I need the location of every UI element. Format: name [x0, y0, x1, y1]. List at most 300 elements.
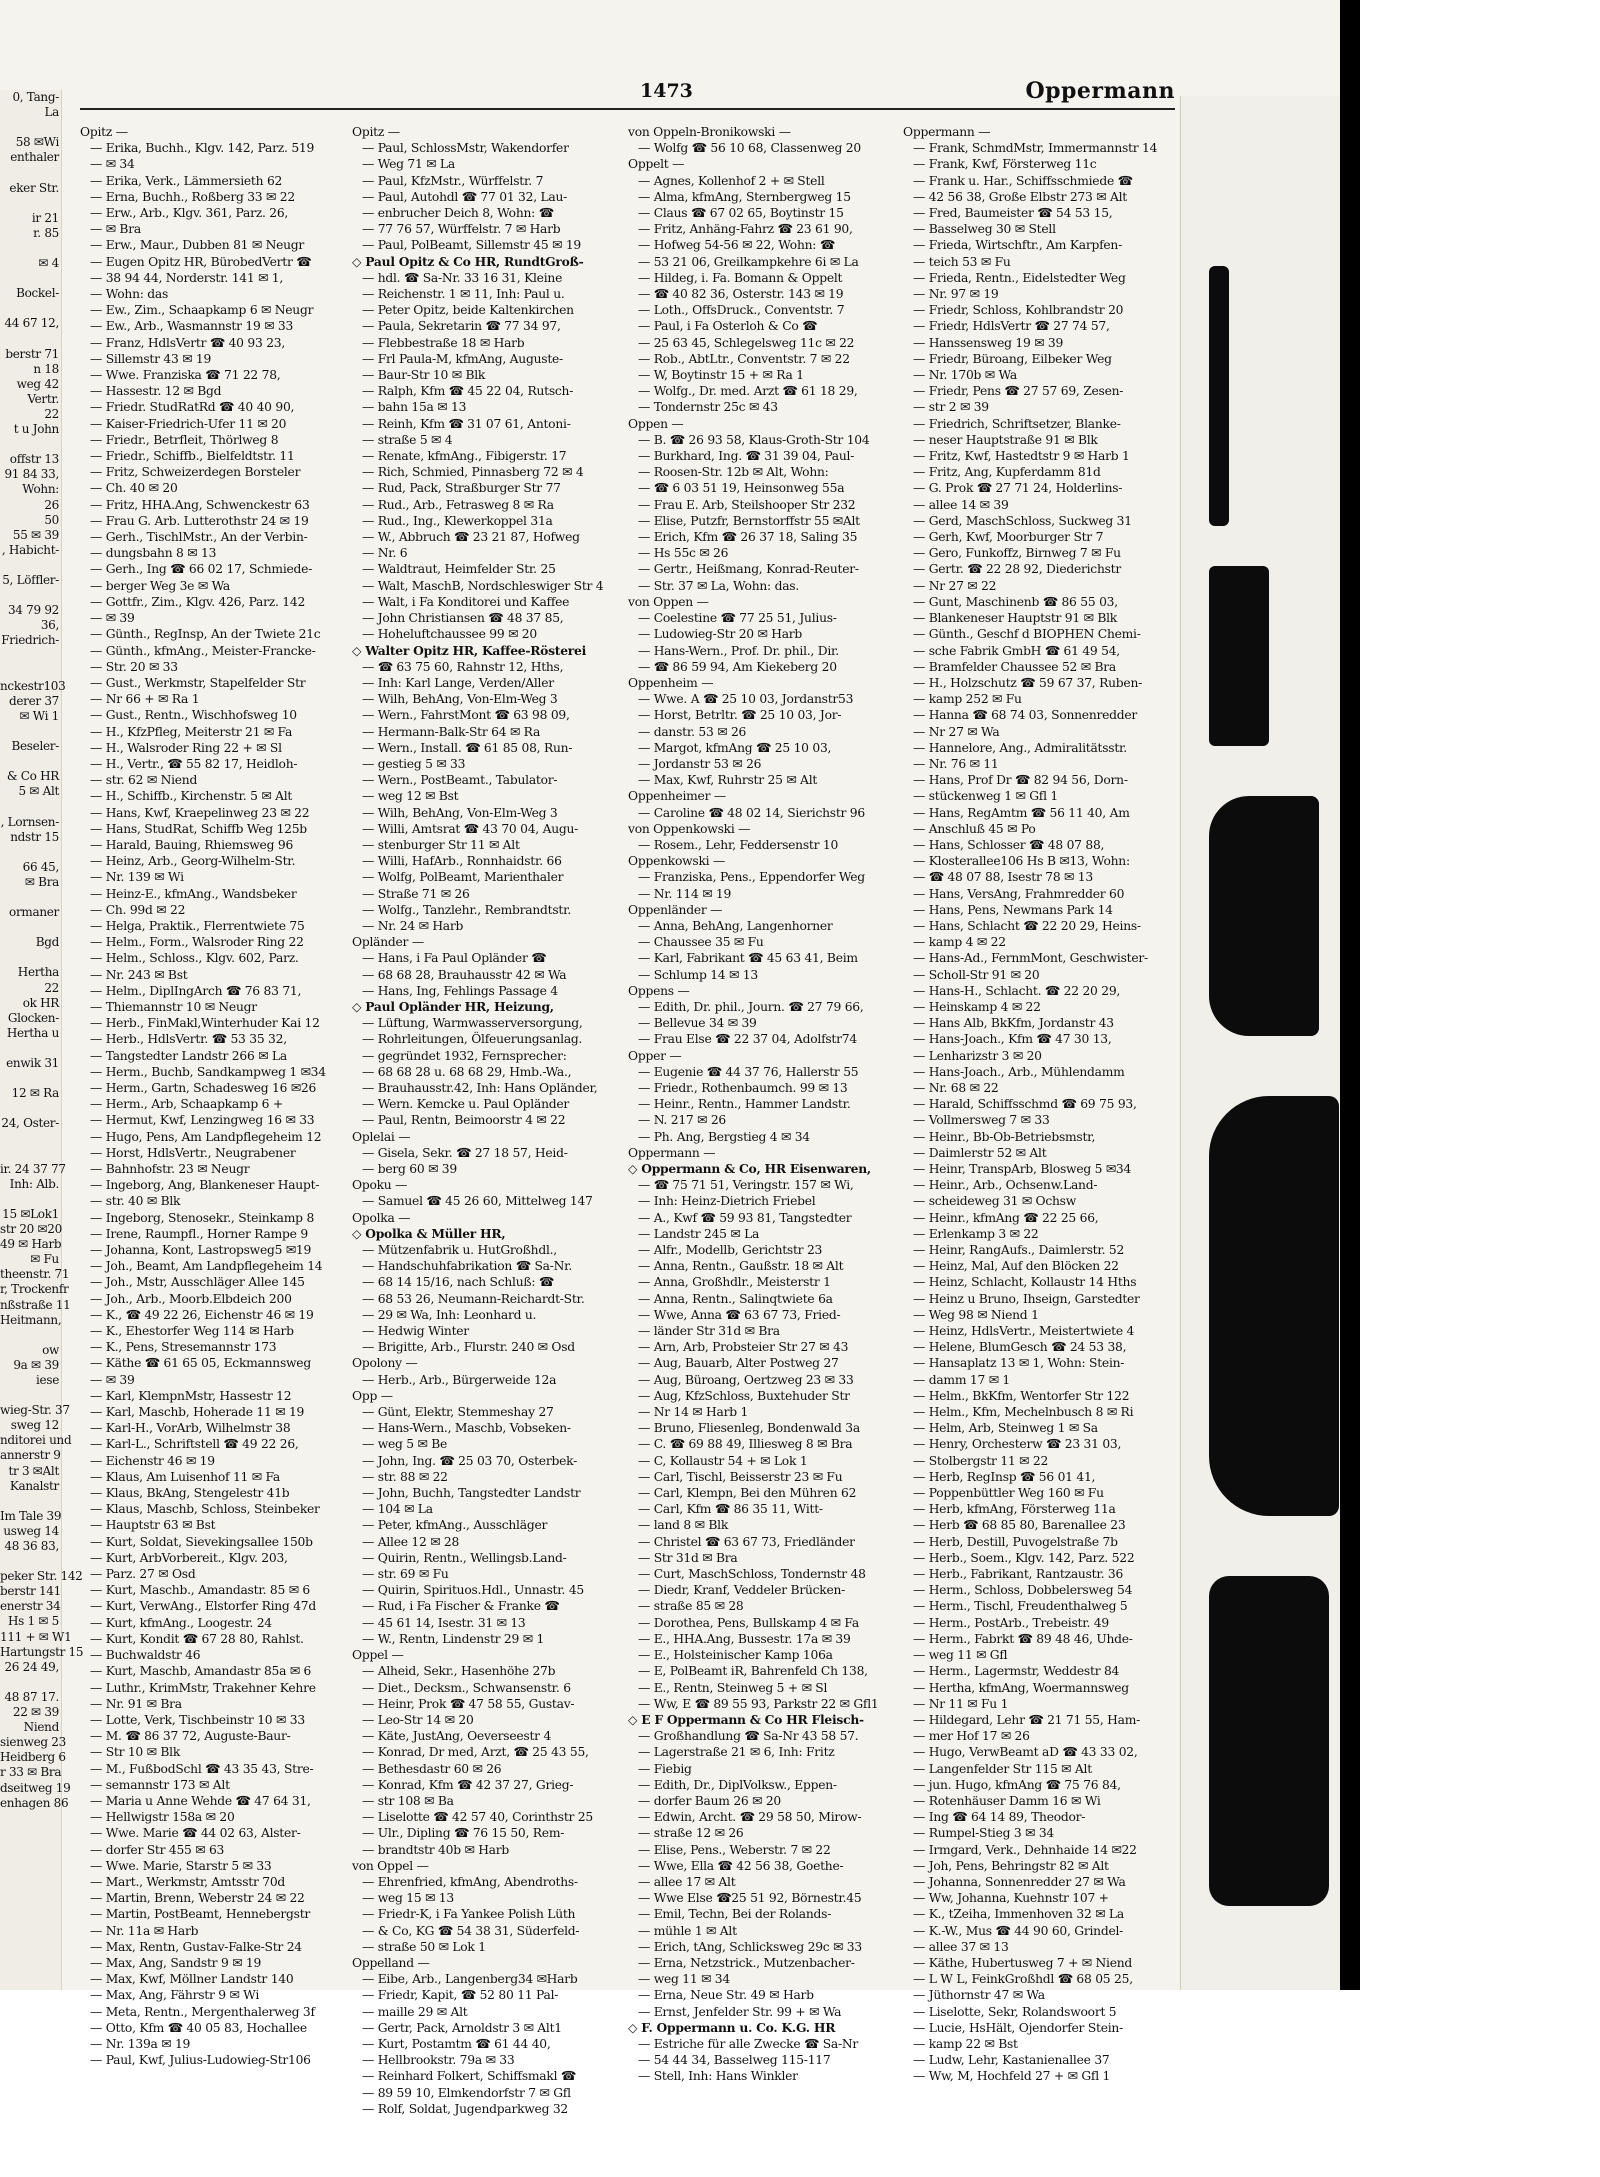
directory-entry: — Wolfg ☎ 56 10 68, Classenweg 20: [638, 141, 861, 156]
directory-entry: — weg 12 ✉ Bst: [362, 789, 459, 804]
directory-entry: — Tangstedter Landstr 266 ✉ La: [90, 1048, 287, 1063]
directory-entry: — Herb., Arb., Bürgerweide 12a: [362, 1372, 557, 1387]
directory-entry: — Fritz, HHA.Ang, Schwenckestr 63: [90, 497, 310, 512]
directory-entry: — Friedr., Betrfleit, Thörlweg 8: [90, 432, 279, 447]
directory-entry: — Nr. 139a ✉ 19: [90, 2036, 191, 2051]
directory-entry: — Helm., Kfm, Mechelnbusch 8 ✉ Ri: [913, 1405, 1134, 1420]
directory-entry: — Rud., Arb., Fetrasweg 8 ✉ Ra: [362, 497, 554, 512]
directory-entry: — Herm., Fabrkt ☎ 89 48 46, Uhde-: [913, 1631, 1133, 1646]
directory-entry: — Ch. 40 ✉ 20: [90, 481, 178, 496]
directory-entry: — 104 ✉ La: [362, 1502, 433, 1517]
directory-entry: — Wolfg., Dr. med. Arzt ☎ 61 18 29,: [638, 384, 858, 399]
directory-entry: — Weg 98 ✉ Niend 1: [913, 1307, 1039, 1322]
margin-fragment: Glocken-: [7, 1010, 59, 1025]
directory-entry: — maille 29 ✉ Alt: [362, 2004, 468, 2019]
directory-entry: — Martin, PostBeamt, Hennebergstr: [90, 1907, 311, 1922]
directory-entry: — Ew., Zim., Schaapkamp 6 ✉ Neugr: [90, 303, 314, 318]
directory-entry: — stückenweg 1 ✉ Gfl 1: [913, 789, 1058, 804]
directory-entry: — E., HHA.Ang, Bussestr. 17a ✉ 39: [638, 1631, 851, 1646]
directory-entry: — Carl, Tischl, Beisserstr 23 ✉ Fu: [638, 1469, 843, 1484]
directory-entry: — Loth., OffsDruck., Conventstr. 7: [638, 303, 845, 318]
directory-entry: — Kaiser-Friedrich-Ufer 11 ✉ 20: [90, 416, 287, 431]
directory-entry: — Ww, M, Hochfeld 27 + ✉ Gfl 1: [913, 2069, 1111, 2084]
directory-entry: — C, Kollaustr 54 + ✉ Lok 1: [638, 1453, 808, 1468]
directory-entry: — Hans-Joach., Arb., Mühlendamm: [913, 1064, 1125, 1079]
directory-entry: — Paul, KfzMstr., Würffelstr. 7: [362, 173, 544, 188]
directory-entry: — Ludowieg-Str 20 ✉ Harb: [638, 627, 803, 642]
directory-entry: — Str 31d ✉ Bra: [638, 1550, 738, 1565]
directory-entry: — Gisela, Sekr. ☎ 27 18 57, Heid-: [362, 1145, 568, 1160]
directory-entry: — Kurt, VerwAng., Elstorfer Ring 47d: [90, 1599, 316, 1614]
directory-entry: — Hoheluftchaussee 99 ✉ 20: [362, 627, 537, 642]
directory-entry: — Harald, Schiffsschmd ☎ 69 75 93,: [913, 1097, 1137, 1112]
directory-entry: — Fritz, Schweizerdegen Borsteler: [90, 465, 301, 480]
margin-fragment: 49 ✉ Harb: [0, 1237, 62, 1252]
directory-entry: — Anna, Rentn., Gaußstr. 18 ✉ Alt: [638, 1259, 844, 1274]
margin-fragment: [0, 1147, 61, 1162]
directory-entry: — Roosen-Str. 12b ✉ Alt, Wohn:: [638, 465, 829, 480]
directory-entry: — Hauptstr 63 ✉ Bst: [90, 1518, 216, 1533]
directory-entry: — Hans-H., Schlacht. ☎ 22 20 29,: [913, 983, 1121, 998]
directory-entry: — Hansaplatz 13 ✉ 1, Wohn: Stein-: [913, 1356, 1125, 1371]
directory-entry: — Joh., Beamt, Am Landpflegeheim 14: [90, 1259, 323, 1274]
directory-entry: — Heinr., Bb-Ob-Betriebsmstr,: [913, 1129, 1096, 1144]
directory-entry: — 29 ✉ Wa, Inh: Leonhard u.: [362, 1307, 537, 1322]
directory-entry: — H., Vertr., ☎ 55 82 17, Heidloh-: [90, 756, 298, 771]
margin-fragment: [0, 1071, 61, 1086]
directory-entry: — Heinz, HdlsVertr., Meistertwiete 4: [913, 1324, 1135, 1339]
margin-fragment: iese: [36, 1372, 59, 1387]
directory-entry: — Otto, Kfm ☎ 40 05 83, Hochallee: [90, 2020, 307, 2035]
directory-entry: — Anna, Großhdlr., Meisterstr 1: [638, 1275, 831, 1290]
directory-entry: — Wwe. A ☎ 25 10 03, Jordanstr53: [638, 692, 854, 707]
directory-entry: — Stolbergstr 11 ✉ 22: [913, 1453, 1049, 1468]
directory-entry: — Friedrich, Schriftsetzer, Blanke-: [913, 416, 1121, 431]
margin-fragment: Hs 1 ✉ 5: [8, 1614, 59, 1629]
surname-heading: Oppenheimer —: [628, 789, 726, 804]
directory-entry: — Edith, Dr., DiplVolksw., Eppen-: [638, 1777, 837, 1792]
margin-fragment: 5, Löffler-: [2, 573, 59, 587]
directory-entry: — allee 14 ✉ 39: [913, 497, 1009, 512]
directory-entry: — Walt, i Fa Konditorei und Kaffee: [362, 594, 570, 609]
directory-entry: — Edith, Dr. phil., Journ. ☎ 27 79 66,: [638, 999, 864, 1014]
directory-entry: — Hertha, kfmAng, Woermannsweg: [913, 1680, 1129, 1695]
directory-entry: — Bruno, Fliesenleg, Bondenwald 3a: [638, 1421, 860, 1436]
margin-fragment: sweg 12: [10, 1418, 59, 1433]
directory-entry: — Ch. 99d ✉ 22: [90, 902, 186, 917]
directory-entry: — Chaussee 35 ✉ Fu: [638, 935, 764, 950]
directory-entry: — Herm., Buchb, Sandkampweg 1 ✉34: [90, 1064, 326, 1079]
margin-fragment: enerstr 34: [0, 1599, 61, 1614]
directory-entry: — Stell, Inh: Hans Winkler: [638, 2069, 798, 2084]
directory-column-1: [80, 124, 348, 2068]
margin-fragment: usweg 14: [3, 1523, 59, 1538]
directory-entry: — gestieg 5 ✉ 33: [362, 756, 466, 771]
directory-entry: — Eibe, Arb., Langenberg34 ✉Harb: [362, 1972, 578, 1987]
margin-fragment: r, Trockenfr: [0, 1282, 69, 1297]
directory-entry: — Helm., Schloss., Klgv. 602, Parz.: [90, 951, 299, 966]
directory-entry: — Hans, StudRat, Schiffb Weg 125b: [90, 821, 307, 836]
directory-entry: — Gero, Funkoffz, Birnweg 7 ✉ Fu: [913, 546, 1121, 561]
directory-entry: — Friedr, Pens ☎ 27 57 69, Zesen-: [913, 384, 1124, 399]
margin-fragment: Hartungstr 15: [0, 1644, 84, 1659]
directory-entry: — Günth., kfmAng., Meister-Francke-: [90, 643, 316, 658]
directory-entry: — Margot, kfmAng ☎ 25 10 03,: [638, 740, 832, 755]
directory-entry: — Erna, Neue Str. 49 ✉ Harb: [638, 1988, 814, 2003]
directory-entry: — Schlump 14 ✉ 13: [638, 967, 758, 982]
margin-fragment: nckestr103: [0, 678, 66, 693]
margin-fragment: tr 3 ✉Alt: [8, 1463, 59, 1478]
directory-entry: — Gunt, Maschinenb ☎ 86 55 03,: [913, 594, 1118, 609]
directory-entry: — 53 21 06, Greilkampkehre 6i ✉ La: [638, 254, 859, 269]
directory-entry: — Rud, Pack, Straßburger Str 77: [362, 481, 561, 496]
margin-fragment: peker Str. 142: [0, 1569, 83, 1584]
directory-entry: — Wern., FahrstMont ☎ 63 98 09,: [362, 708, 570, 723]
directory-entry: — Max, Rentn, Gustav-Falke-Str 24: [90, 1939, 302, 1954]
directory-entry: — Heinr., Rentn., Hammer Landstr.: [638, 1097, 851, 1112]
margin-fragment: , Habicht-: [1, 542, 59, 557]
directory-entry: — W., Rentn, Lindenstr 29 ✉ 1: [362, 1631, 545, 1646]
margin-fragment: enhagen 86: [0, 1795, 69, 1810]
surname-heading: Opitz —: [352, 125, 400, 139]
directory-entry: — Erika, Verk., Lämmersieth 62: [90, 173, 283, 188]
margin-fragment: 111 + ✉ W1: [0, 1629, 72, 1644]
directory-entry: — danstr. 53 ✉ 26: [638, 724, 747, 739]
directory-entry: — Peter Opitz, beide Kaltenkirchen: [362, 303, 574, 318]
margin-fragment: 66 45,: [22, 859, 59, 874]
directory-entry: — ☎ 6 03 51 19, Heinsonweg 55a: [638, 481, 845, 496]
margin-fragment: r. 85: [33, 225, 59, 240]
surname-heading: von Oppenkowski —: [628, 821, 751, 836]
directory-entry: — Emil, Techn, Bei der Rolands-: [638, 1907, 832, 1922]
directory-entry: — 68 53 26, Neumann-Reichardt-Str.: [362, 1291, 585, 1306]
margin-fragment: , Lornsen-: [0, 814, 59, 829]
directory-entry: — Gerd, MaschSchloss, Suckweg 31: [913, 513, 1132, 528]
directory-entry: — Vollmersweg 7 ✉ 33: [913, 1113, 1050, 1128]
directory-entry: — Hassestr. 12 ✉ Bgd: [90, 384, 222, 399]
directory-entry: — Klaus, Am Luisenhof 11 ✉ Fa: [90, 1469, 281, 1484]
directory-entry: — str. 62 ✉ Niend: [90, 773, 198, 788]
margin-fragment: 24, Oster-: [1, 1116, 59, 1131]
directory-entry: — Scholl-Str 91 ✉ 20: [913, 967, 1040, 982]
directory-entry: — N. 217 ✉ 26: [638, 1113, 726, 1128]
directory-entry: — Paula, Sekretarin ☎ 77 34 97,: [362, 319, 561, 334]
directory-entry: — Max, Ang, Fährstr 9 ✉ Wi: [90, 1988, 260, 2003]
margin-fragment: [0, 120, 61, 135]
directory-entry: — Frau E. Arb, Steilshooper Str 232: [638, 497, 856, 512]
directory-entry: — Gertr. ☎ 22 28 92, Diederichstr: [913, 562, 1121, 577]
directory-entry: — Nr. 11a ✉ Harb: [90, 1923, 199, 1938]
margin-fragment: [0, 1328, 61, 1343]
directory-entry: — C. ☎ 69 88 49, Illiesweg 8 ✉ Bra: [638, 1437, 853, 1452]
directory-entry: — Arn, Arb, Probsteier Str 27 ✉ 43: [638, 1340, 849, 1355]
margin-fragment: [0, 437, 61, 452]
directory-entry: — Martin, Brenn, Weberstr 24 ✉ 22: [90, 1891, 305, 1906]
margin-fragment: [0, 1131, 61, 1146]
directory-entry: — ✉ 39: [90, 611, 135, 626]
margin-fragment: Friedrich-: [1, 633, 59, 648]
directory-entry: — Hugo, Pens, Am Landpflegeheim 12: [90, 1129, 322, 1144]
directory-entry: — Hans, Kwf, Kraepelinweg 23 ✉ 22: [90, 805, 310, 820]
directory-entry: — Wilh, BehAng, Von-Elm-Weg 3: [362, 805, 558, 820]
directory-entry: — Klosterallee106 Hs B ✉13, Wohn:: [913, 854, 1130, 869]
directory-entry: — Friedr, Kapit, ☎ 52 80 11 Pal-: [362, 1988, 559, 2003]
directory-entry: — Parz. 27 ✉ Osd: [90, 1567, 196, 1582]
directory-entry: — Karl-H., VorArb, Wilhelmstr 38: [90, 1421, 291, 1436]
directory-entry: — Quirin, Rentn., Wellingsb.Land-: [362, 1550, 567, 1565]
directory-entry: — E., Rentn, Steinweg 5 + ✉ Sl: [638, 1680, 828, 1695]
directory-entry: — Frieda, Wirtschftr., Am Karpfen-: [913, 238, 1123, 253]
directory-entry: — Franz, HdlsVertr ☎ 40 93 23,: [90, 335, 286, 350]
directory-entry: — Estriche für alle Zwecke ☎ Sa-Nr: [638, 2036, 859, 2051]
directory-entry: — Horst, HdlsVertr., Neugrabener: [90, 1145, 296, 1160]
surname-heading: Oppens —: [628, 983, 690, 998]
directory-entry: — Frau G. Arb. Lutterothstr 24 ✉ 19: [90, 513, 309, 528]
margin-fragment: Inh: Alb.: [9, 1176, 59, 1191]
directory-entry: — Gerh., Ing ☎ 66 02 17, Schmiede-: [90, 562, 313, 577]
directory-entry: — ☎ 48 07 88, Isestr 78 ✉ 13: [913, 870, 1093, 885]
directory-entry: — dorfer Baum 26 ✉ 20: [638, 1793, 781, 1808]
directory-entry: — Leo-Str 14 ✉ 20: [362, 1712, 474, 1727]
directory-entry: — Karl, Fabrikant ☎ 45 63 41, Beim: [638, 951, 858, 966]
margin-fragment: 26 24 49,: [4, 1659, 59, 1674]
directory-entry: — kamp 22 ✉ Bst: [913, 2036, 1018, 2051]
directory-entry: — straße 12 ✉ 26: [638, 1826, 744, 1841]
directory-entry: — Kurt, kfmAng., Loogestr. 24: [90, 1615, 272, 1630]
surname-heading: Opper —: [628, 1048, 682, 1063]
directory-entry: — weg 15 ✉ 13: [362, 1891, 454, 1906]
margin-fragment: enwik 31: [6, 1056, 59, 1070]
margin-fragment: 26: [44, 497, 59, 512]
directory-entry: — Heinskamp 4 ✉ 22: [913, 999, 1041, 1014]
directory-entry: — Baur-Str 10 ✉ Blk: [362, 368, 486, 383]
directory-entry: — Claus ☎ 67 02 65, Boytinstr 15: [638, 206, 844, 221]
margin-fragment: 34 79 92: [7, 603, 59, 618]
directory-entry: — ✉ 39: [90, 1372, 135, 1387]
directory-entry: — Weg 71 ✉ La: [362, 157, 455, 172]
directory-entry: — Herm., Schloss, Dobbelersweg 54: [913, 1583, 1133, 1598]
directory-entry: — Ew., Arb., Wasmannstr 19 ✉ 33: [90, 319, 294, 334]
directory-entry: — Bramfelder Chaussee 52 ✉ Bra: [913, 659, 1116, 674]
directory-entry: — Erw., Arb., Klgv. 361, Parz. 26,: [90, 206, 289, 221]
directory-entry: — Heinz, Arb., Georg-Wilhelm-Str.: [90, 854, 296, 869]
directory-entry: — Karl, KlempnMstr, Hassestr 12: [90, 1388, 292, 1403]
directory-entry: — Ludw, Lehr, Kastanienallee 37: [913, 2053, 1110, 2068]
directory-entry: — Anschluß 45 ✉ Po: [913, 821, 1036, 836]
ink-blot: [1209, 266, 1229, 526]
margin-fragment: [0, 1388, 61, 1403]
margin-fragment: 5 ✉ Alt: [18, 784, 59, 799]
directory-entry: — Hs 55c ✉ 26: [638, 546, 729, 561]
directory-entry: ◇ Paul Opländer HR, Heizung,: [352, 998, 554, 1014]
directory-entry: — Wern., PostBeamt., Tabulator-: [362, 773, 558, 788]
directory-entry: — Mart., Werkmstr, Amtsstr 70d: [90, 1874, 286, 1889]
margin-fragment: 91 84 33,: [4, 467, 59, 482]
directory-entry: — Reinh, Kfm ☎ 31 07 61, Antoni-: [362, 416, 571, 431]
directory-entry: — Hans Alb, BkKfm, Jordanstr 43: [913, 1016, 1114, 1031]
directory-entry: — Helm, Arb, Steinweg 1 ✉ Sa: [913, 1421, 1098, 1436]
directory-entry: — Nr. 76 ✉ 11: [913, 756, 999, 771]
margin-fragment: 58 ✉Wi: [15, 135, 59, 150]
directory-entry: — Wern. Kemcke u. Paul Opländer: [362, 1097, 570, 1112]
directory-entry: — teich 53 ✉ Fu: [913, 254, 1011, 269]
margin-fragment: 22: [44, 980, 59, 995]
directory-entry: — A., Kwf ☎ 59 93 81, Tangstedter: [638, 1210, 852, 1225]
directory-entry: — Klaus, Maschb, Schloss, Steinbeker: [90, 1502, 320, 1517]
directory-entry: — Paul, SchlossMstr, Wakendorfer: [362, 141, 569, 156]
directory-entry: — Erich, tAng, Schlicksweg 29c ✉ 33: [638, 1939, 862, 1954]
surname-heading: von Oppen —: [628, 594, 709, 609]
directory-entry: — Sillemstr 43 ✉ 19: [90, 351, 212, 366]
directory-entry: — ✉ 34: [90, 157, 135, 172]
directory-entry: — länder Str 31d ✉ Bra: [638, 1324, 780, 1339]
directory-entry: — Heinr, Prok ☎ 47 58 55, Gustav-: [362, 1696, 575, 1711]
margin-fragment: ir. 24 37 77: [0, 1161, 66, 1176]
ink-blot: [1209, 566, 1269, 746]
directory-entry: — Henry, Orchesterw ☎ 23 31 03,: [913, 1437, 1122, 1452]
directory-entry: — Nr. 68 ✉ 22: [913, 1080, 999, 1095]
directory-entry: — Str 10 ✉ Blk: [90, 1745, 181, 1760]
directory-entry: — Luthr., KrimMstr, Trakehner Kehre: [90, 1680, 316, 1695]
directory-entry: — H., Schiffb., Kirchenstr. 5 ✉ Alt: [90, 789, 293, 804]
directory-entry: — Nr. 170b ✉ Wa: [913, 368, 1017, 383]
directory-entry: — Fritz, Anhäng-Fahrz ☎ 23 61 90,: [638, 222, 853, 237]
directory-entry: — Daimlerstr 52 ✉ Alt: [913, 1145, 1047, 1160]
directory-entry: — Ph. Ang, Bergstieg 4 ✉ 34: [638, 1129, 810, 1144]
directory-column-2: [352, 124, 620, 2116]
directory-entry: — Diedr, Kranf, Veddeler Brücken-: [638, 1583, 846, 1598]
directory-entry: — Nr. 24 ✉ Harb: [362, 918, 464, 933]
directory-entry: — Friedr., Rothenbaumch. 99 ✉ 13: [638, 1080, 848, 1095]
directory-entry: — Erna, Netzstrick., Mutzenbacher-: [638, 1955, 855, 1970]
directory-entry: — Günt, Elektr, Stemmeshay 27: [362, 1405, 554, 1420]
margin-fragment: Wohn:: [22, 482, 59, 497]
directory-entry: — Herm., Tischl, Freudenthalweg 5: [913, 1599, 1128, 1614]
directory-entry: — Hildeg, i. Fa. Bomann & Oppelt: [638, 270, 843, 285]
directory-entry: — hdl. ☎ Sa-Nr. 33 16 31, Kleine: [362, 270, 563, 285]
directory-entry: — John, Ing. ☎ 25 03 70, Osterbek-: [362, 1453, 577, 1468]
directory-entry: — Heinr., Arb., Ochsenw.Land-: [913, 1178, 1098, 1193]
margin-fragment: ok HR: [22, 995, 59, 1010]
directory-entry: — Buchwaldstr 46: [90, 1648, 201, 1663]
directory-entry: — Carl, Klempn, Bei den Mühren 62: [638, 1486, 857, 1501]
directory-entry: — Inh: Heinz-Dietrich Friebel: [638, 1194, 816, 1209]
directory-entry: — Nr. 6: [362, 546, 408, 561]
margin-fragment: weg 42: [16, 376, 59, 391]
directory-entry: — K., Pens, Stresemannstr 173: [90, 1340, 277, 1355]
directory-entry: — Anna, Rentn., Salinqtwiete 6a: [638, 1291, 833, 1306]
directory-entry: — Nr. 114 ✉ 19: [638, 886, 732, 901]
directory-entry: — Nr. 91 ✉ Bra: [90, 1696, 182, 1711]
directory-entry: — Hannelore, Ang., Admiralitätsstr.: [913, 740, 1127, 755]
directory-entry: — scheideweg 31 ✉ Ochsw: [913, 1194, 1077, 1209]
directory-entry: — Käthe ☎ 61 65 05, Eckmannsweg: [90, 1356, 311, 1371]
margin-fragment: derer 37: [8, 693, 59, 708]
directory-entry: — Heinz u Bruno, Ihseign, Garstedter: [913, 1291, 1140, 1306]
directory-entry: — Langenfelder Str 115 ✉ Alt: [913, 1761, 1092, 1776]
directory-entry: — Fred, Baumeister ☎ 54 53 15,: [913, 206, 1113, 221]
surname-heading: von Oppeln-Bronikowski —: [628, 125, 791, 139]
directory-entry: — Wolfg, PolBeamt, Marienthaler: [362, 870, 564, 885]
directory-entry: — berger Weg 3e ✉ Wa: [90, 578, 230, 593]
directory-entry: — Hans, i Fa Paul Opländer ☎: [362, 951, 547, 966]
directory-entry: — Joh., Mstr, Ausschläger Allee 145: [90, 1275, 305, 1290]
directory-entry: — neser Hauptstraße 91 ✉ Blk: [913, 432, 1098, 447]
margin-fragment: dseitweg 19: [0, 1780, 71, 1795]
directory-entry: — Bahnhofstr. 23 ✉ Neugr: [90, 1162, 250, 1176]
margin-fragment: Hertha: [17, 965, 59, 980]
running-head: Oppermann: [1025, 78, 1175, 104]
margin-fragment: theenstr. 71: [0, 1267, 70, 1282]
directory-entry: — Helm., BkKfm, Wentorfer Str 122: [913, 1388, 1130, 1403]
directory-entry: ◇ Opolka & Müller HR,: [352, 1225, 506, 1241]
directory-entry: — gegründet 1932, Fernsprecher:: [362, 1048, 567, 1063]
directory-entry: — ✉ Bra: [90, 222, 141, 237]
margin-fragment: Beseler-: [11, 739, 59, 754]
directory-entry: — kamp 252 ✉ Fu: [913, 692, 1022, 707]
directory-entry: — Aug, Bauarb, Alter Postweg 27: [638, 1356, 839, 1371]
directory-entry: — Alheid, Sekr., Hasenhöhe 27b: [362, 1664, 556, 1679]
directory-entry: — Nr 11 ✉ Fu 1: [913, 1696, 1009, 1711]
directory-entry: — Edwin, Archt. ☎ 29 58 50, Mirow-: [638, 1810, 862, 1825]
directory-entry: — semannstr 173 ✉ Alt: [90, 1777, 230, 1792]
directory-entry: — Hellbrookstr. 79a ✉ 33: [362, 2053, 515, 2068]
directory-entry: — Hans-Joach., Kfm ☎ 47 30 13,: [913, 1032, 1112, 1047]
margin-fragment: [0, 950, 61, 965]
surname-heading: Oppenländer —: [628, 902, 723, 917]
directory-entry: — Rumpel-Stieg 3 ✉ 34: [913, 1826, 1054, 1841]
directory-entry: — str. 40 ✉ Blk: [90, 1194, 181, 1209]
margin-fragment: 48 87 17.: [4, 1689, 59, 1704]
directory-entry: — Poppenbüttler Weg 160 ✉ Fu: [913, 1486, 1104, 1501]
directory-entry: — Frau Else ☎ 22 37 04, Adolfstr74: [638, 1032, 857, 1047]
margin-fragment: t u John: [13, 422, 59, 437]
directory-entry: — damm 17 ✉ 1: [913, 1372, 1010, 1387]
directory-entry: — W, Boytinstr 15 + ✉ Ra 1: [638, 368, 804, 383]
directory-entry: — Hedwig Winter: [362, 1324, 469, 1339]
directory-entry: — ☎ 40 82 36, Osterstr. 143 ✉ 19: [638, 287, 844, 302]
margin-fragment: ✉ Bra: [24, 874, 59, 889]
directory-entry: — Aug, KfzSchloss, Buxtehuder Str: [638, 1388, 850, 1403]
directory-entry: — Helene, BlumGesch ☎ 24 53 38,: [913, 1340, 1127, 1355]
directory-entry: — Hans-Ad., FernmMont, Geschwister-: [913, 951, 1148, 966]
directory-entry: — Hans, Prof Dr ☎ 82 94 56, Dorn-: [913, 773, 1128, 788]
surname-heading: Opolka —: [352, 1210, 411, 1225]
margin-fragment: 48 36 83,: [4, 1539, 59, 1553]
margin-fragment: ✉ Wi 1: [19, 708, 59, 723]
directory-entry: — 42 56 38, Große Elbstr 273 ✉ Alt: [913, 189, 1127, 204]
margin-fragment: [0, 890, 61, 905]
directory-entry: — ☎ 63 75 60, Rahnstr 12, Hths,: [362, 659, 564, 674]
directory-entry: — str 108 ✉ Ba: [362, 1793, 454, 1808]
directory-entry: — 68 14 15/16, nach Schluß: ☎: [362, 1275, 554, 1290]
directory-entry: — Wern., Install. ☎ 61 85 08, Run-: [362, 740, 573, 755]
surname-heading: Oppenheim —: [628, 675, 714, 690]
directory-entry: — Günth., RegInsp, An der Twiete 21c: [90, 627, 321, 642]
margin-fragment: Heidberg 6: [0, 1750, 66, 1765]
directory-entry: — Nr 27 ✉ 22: [913, 578, 997, 593]
directory-entry: — str. 88 ✉ 22: [362, 1469, 448, 1484]
directory-entry: — Wwe. Marie, Starstr 5 ✉ 33: [90, 1858, 272, 1873]
directory-entry: — G. Prok ☎ 27 71 24, Holderlins-: [913, 481, 1123, 496]
directory-entry: — Reichenstr. 1 ✉ 11, Inh: Paul u.: [362, 287, 565, 302]
directory-entry: — Erika, Buchh., Klgv. 142, Parz. 519: [90, 141, 315, 156]
directory-entry: — Waldtraut, Heimfelder Str. 25: [362, 562, 556, 577]
directory-entry: — K., Ehestorfer Weg 114 ✉ Harb: [90, 1324, 294, 1339]
directory-entry: — stenburger Str 11 ✉ Alt: [362, 837, 520, 852]
directory-entry: — weg 11 ✉ 34: [638, 1972, 730, 1987]
margin-fragment: [0, 845, 61, 860]
